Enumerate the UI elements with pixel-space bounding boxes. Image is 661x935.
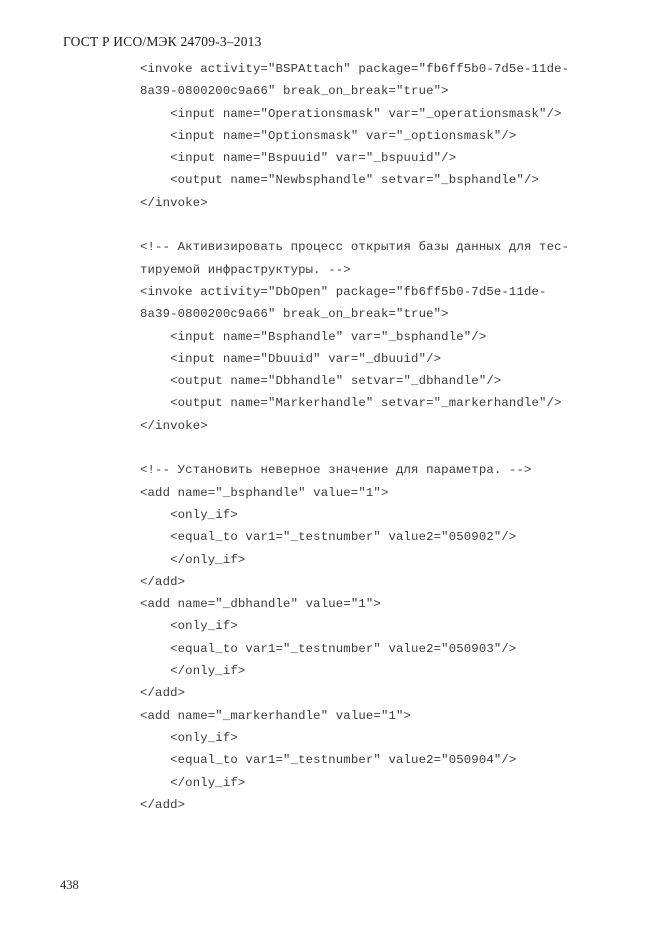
code-line [140,214,643,236]
code-line: </add> [140,686,186,701]
code-line: <equal_to var1="_testnumber" value2="050904"/> [140,753,517,768]
code-line: 8a39-0800200c9a66" break_on_break="true"> [140,84,449,99]
code-line: <output name="Markerhandle" setvar="_markerhandle"/> [140,396,562,411]
code-line: <input name="Bspuuid" var="_bspuuid"/> [140,151,457,166]
code-line: </invoke> [140,195,208,210]
code-line: </add> [140,797,186,812]
page-header: ГОСТ Р ИСО/МЭК 24709-3–2013 [63,34,262,49]
code-line: <equal_to var1="_testnumber" value2="050902"/> [140,530,517,545]
code-line: <input name="Bsphandle" var="_bsphandle"/> [140,329,487,344]
code-line: <add name="_dbhandle" value="1"> [140,597,381,612]
code-line: <output name="Dbhandle" setvar="_dbhandle"/> [140,374,502,389]
code-line: <equal_to var1="_testnumber" value2="050903"/> [140,641,517,656]
code-line: <only_if> [140,507,238,522]
code-line: <only_if> [140,730,238,745]
code-line: тируемой инфраструктуры. --> [140,262,351,277]
code-line: <only_if> [140,619,238,634]
code-line: <input name="Optionsmask" var="_optionsmask"/> [140,128,517,143]
code-line: </only_if> [140,664,246,679]
code-line: <input name="Dbuuid" var="_dbuuid"/> [140,351,442,366]
code-line: </only_if> [140,552,246,567]
code-line: 8a39-0800200c9a66" break_on_break="true"> [140,307,449,322]
code-line: <output name="Newbsphandle" setvar="_bsphandle"/> [140,173,540,188]
code-line: <!-- Установить неверное значение для параметра. --> [140,463,532,478]
code-listing [140,58,643,816]
code-line: </only_if> [140,775,246,790]
code-line: </invoke> [140,418,208,433]
page-number: 438 [60,878,79,892]
code-line: <input name="Operationsmask" var="_operationsmask"/> [140,106,562,121]
code-line: <invoke activity="DbOpen" package="fb6ff5b0-7d5e-11de- [140,284,547,299]
code-line: <add name="_bsphandle" value="1"> [140,485,389,500]
code-line: <!-- Активизировать процесс открытия базы данных для тес- [140,240,570,255]
code-line: </add> [140,574,186,589]
code-line [140,437,643,459]
code-line: <add name="_markerhandle" value="1"> [140,708,412,723]
code-line: <invoke activity="BSPAttach" package="fb6ff5b0-7d5e-11de- [140,62,570,76]
